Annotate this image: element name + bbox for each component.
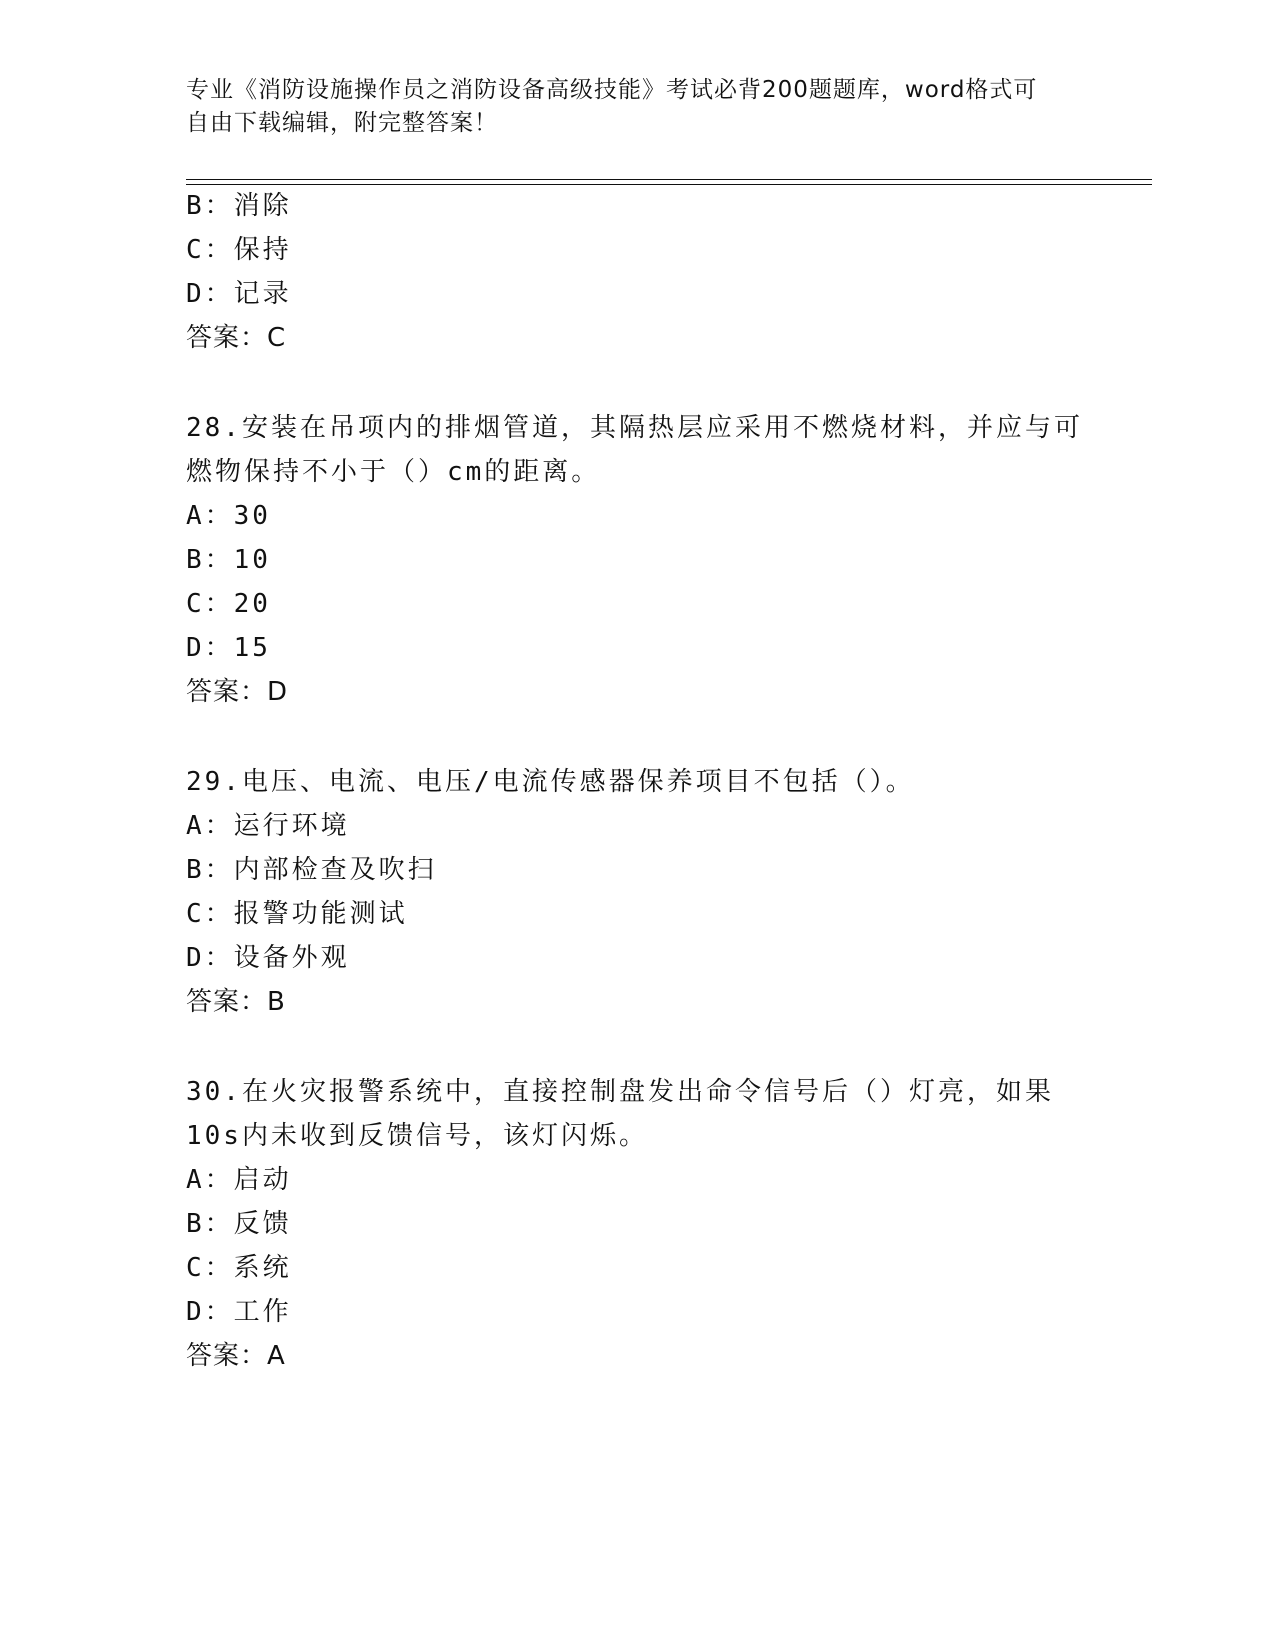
option-label: D： bbox=[186, 633, 234, 663]
option-label: C： bbox=[186, 589, 234, 619]
option-label: D： bbox=[186, 279, 234, 309]
option-item bbox=[186, 1296, 292, 1328]
option-item bbox=[186, 810, 350, 842]
question-stem-continued: 燃物保持不小于（）cm的距离。 bbox=[186, 457, 601, 487]
option-item bbox=[186, 278, 292, 310]
document-header bbox=[186, 74, 1086, 140]
option-item bbox=[186, 898, 408, 930]
option-item bbox=[186, 1164, 292, 1196]
option-text: 记录 bbox=[233, 279, 292, 309]
option-label: B： bbox=[186, 855, 234, 885]
option-item bbox=[186, 544, 271, 576]
header-rule-bottom bbox=[186, 184, 1152, 185]
option-label: D： bbox=[186, 943, 234, 973]
header-rule-top bbox=[186, 179, 1152, 180]
option-label: A： bbox=[186, 501, 234, 531]
option-item bbox=[186, 190, 292, 222]
option-label: A： bbox=[186, 1165, 234, 1195]
option-label: B： bbox=[186, 545, 234, 575]
option-item bbox=[186, 500, 271, 532]
option-text: 工作 bbox=[233, 1297, 292, 1327]
question-stem-continued: 10s内未收到反馈信号，该灯闪烁。 bbox=[186, 1121, 648, 1151]
option-text: 15 bbox=[233, 633, 271, 663]
option-text: 设备外观 bbox=[233, 943, 350, 973]
option-label: D： bbox=[186, 1297, 234, 1327]
option-text: 10 bbox=[233, 545, 271, 575]
option-item bbox=[186, 942, 350, 974]
question-stem: 29.电压、电流、电压/电流传感器保养项目不包括（）。 bbox=[186, 767, 915, 797]
answer-line: 答案：C bbox=[186, 323, 287, 353]
option-text: 报警功能测试 bbox=[233, 899, 408, 929]
question-stem: 28.安装在吊项内的排烟管道，其隔热层应采用不燃烧材料，并应与可 bbox=[186, 413, 1083, 443]
option-text: 反馈 bbox=[233, 1209, 292, 1239]
option-label: C： bbox=[186, 1253, 234, 1283]
header-line-2: 自由下载编辑，附完整答案！ bbox=[186, 110, 498, 136]
option-label: C： bbox=[186, 899, 234, 929]
option-label: C： bbox=[186, 235, 234, 265]
option-text: 消除 bbox=[233, 191, 292, 221]
answer-line: 答案：D bbox=[186, 677, 289, 707]
option-item bbox=[186, 234, 292, 266]
option-text: 启动 bbox=[233, 1165, 292, 1195]
option-text: 内部检查及吹扫 bbox=[233, 855, 437, 885]
option-item bbox=[186, 588, 271, 620]
option-text: 系统 bbox=[233, 1253, 292, 1283]
answer-line: 答案：B bbox=[186, 987, 286, 1017]
option-text: 30 bbox=[233, 501, 271, 531]
option-text: 20 bbox=[233, 589, 271, 619]
option-text: 保持 bbox=[233, 235, 292, 265]
option-label: A： bbox=[186, 811, 234, 841]
option-label: B： bbox=[186, 191, 234, 221]
option-item bbox=[186, 854, 437, 886]
answer-line: 答案：A bbox=[186, 1341, 286, 1371]
option-text: 运行环境 bbox=[233, 811, 350, 841]
option-item bbox=[186, 1252, 292, 1284]
option-item bbox=[186, 1208, 292, 1240]
option-label: B： bbox=[186, 1209, 234, 1239]
header-line-1: 专业《消防设施操作员之消防设备高级技能》考试必背200题题库，word格式可 bbox=[186, 77, 1038, 103]
question-stem: 30.在火灾报警系统中，直接控制盘发出命令信号后（）灯亮，如果 bbox=[186, 1077, 1054, 1107]
option-item bbox=[186, 632, 271, 664]
